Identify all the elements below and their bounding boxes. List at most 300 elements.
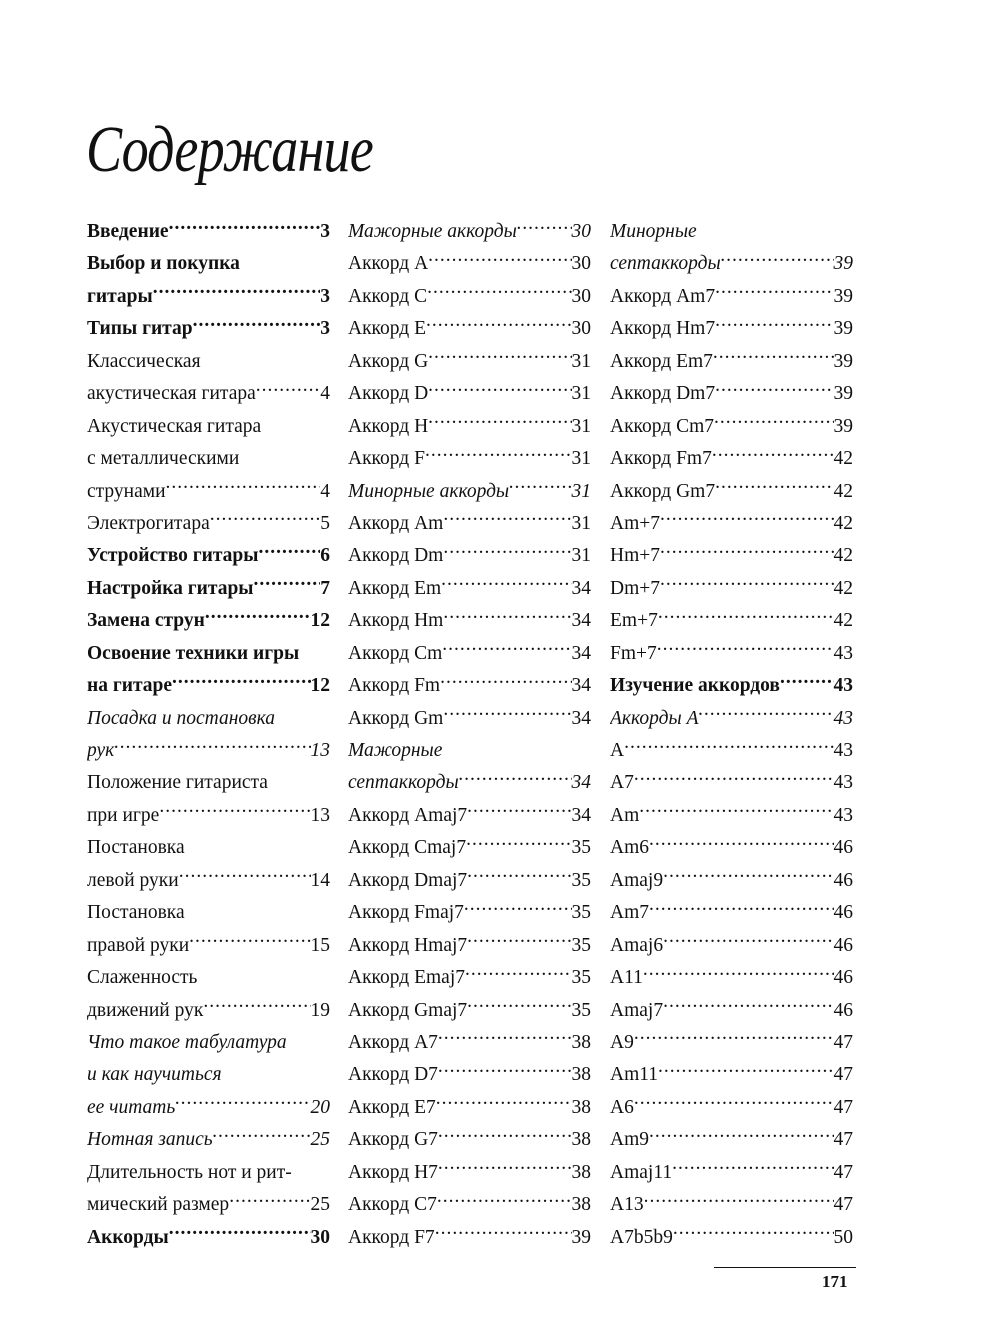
toc-entry-page: 30 (571, 318, 591, 340)
toc-entry (87, 865, 330, 897)
toc-entry-page: 38 (571, 1161, 591, 1183)
toc-dot-leader (438, 1158, 572, 1178)
toc-entry-page: 38 (571, 1129, 591, 1151)
toc-entry-page: 47 (833, 1161, 853, 1183)
toc-entry-title: Изучение аккордов (610, 675, 780, 697)
toc-entry-title: Аккорд G7 (348, 1129, 438, 1151)
toc-entry (348, 1124, 591, 1156)
toc-dot-leader (440, 672, 571, 692)
toc-dot-leader (660, 509, 834, 529)
toc-dot-leader (657, 639, 834, 659)
toc-entry (348, 443, 591, 475)
toc-entry-title: Слаженность (87, 967, 198, 989)
toc-entry-page: 43 (833, 772, 853, 794)
toc-entry-page: 4 (320, 480, 330, 502)
toc-entry-page: 39 (833, 253, 853, 275)
toc-dot-leader (673, 1223, 834, 1243)
toc-entry (610, 767, 853, 799)
toc-entry-title: A7 (610, 772, 634, 794)
toc-dot-leader (153, 282, 321, 302)
toc-entry-title: Аккорд Dm7 (610, 383, 716, 405)
toc-dot-leader (256, 380, 321, 400)
toc-entry-page: 3 (320, 285, 330, 307)
toc-dot-leader (634, 769, 834, 789)
toc-entry (348, 735, 591, 767)
toc-entry-page: 13 (310, 740, 330, 761)
toc-entry-title: Длительность нот и рит- (87, 1161, 292, 1183)
toc-dot-leader (205, 607, 311, 627)
toc-entry (348, 476, 591, 508)
toc-entry-title: Аккорд Cm (348, 642, 443, 664)
toc-dot-leader (259, 542, 321, 562)
toc-entry (348, 540, 591, 572)
toc-entry-title: Аккорд Dm (348, 545, 444, 567)
toc-entry-page: 46 (833, 869, 853, 891)
toc-dot-leader (663, 866, 833, 886)
toc-entry-page: 35 (571, 837, 591, 859)
toc-entry-title: A7b5b9 (610, 1226, 673, 1248)
toc-entry (348, 703, 591, 735)
toc-entry (348, 605, 591, 637)
toc-entry-page: 39 (833, 383, 853, 405)
toc-entry-title: A9 (610, 1031, 634, 1053)
toc-entry-title: Fm+7 (610, 642, 657, 664)
toc-entry (87, 670, 330, 702)
toc-entry (610, 1222, 853, 1254)
toc-entry (348, 378, 591, 410)
toc-entry (610, 1124, 853, 1156)
toc-entry-title: мический размер (87, 1194, 230, 1216)
toc-entry-title: Электрогитара (87, 512, 210, 534)
toc-entry (87, 216, 330, 248)
toc-entry-title: Amaj9 (610, 869, 664, 891)
toc-dot-leader (639, 801, 833, 821)
toc-dot-leader (172, 672, 310, 692)
toc-entry-title: A (610, 740, 625, 761)
toc-dot-leader (441, 574, 571, 594)
toc-entry-page: 12 (310, 675, 330, 697)
toc-entry-page: 47 (833, 1064, 853, 1086)
toc-entry-title: Аккорд Hm7 (610, 318, 716, 340)
toc-dot-leader (712, 445, 834, 465)
toc-entry-page: 19 (310, 999, 330, 1021)
toc-entry-title: Аккорд H7 (348, 1161, 438, 1183)
toc-entry-title: Em+7 (610, 610, 658, 632)
toc-entry-page: 38 (571, 1064, 591, 1086)
toc-entry (87, 897, 330, 929)
toc-entry-page: 3 (320, 318, 330, 340)
toc-dot-leader (437, 1191, 572, 1211)
toc-dot-leader (643, 964, 834, 984)
toc-entry-title: ее читать (87, 1096, 176, 1118)
page-title: Содержание (86, 113, 374, 186)
toc-entry-page: 42 (833, 480, 853, 502)
toc-entry (87, 1189, 330, 1221)
toc-entry (610, 378, 853, 410)
toc-entry-title: Аккорд Am (348, 512, 444, 534)
toc-dot-leader (715, 380, 833, 400)
toc-entry-title: левой руки (87, 869, 179, 891)
toc-entry-page: 31 (571, 480, 591, 502)
toc-entry-title: Аккорд Em7 (610, 350, 713, 372)
toc-dot-leader (715, 315, 833, 335)
toc-entry-page: 14 (310, 869, 330, 891)
toc-entry-page: 4 (320, 383, 330, 405)
toc-entry (348, 865, 591, 897)
toc-entry-title: Аккорд E7 (348, 1096, 436, 1118)
toc-entry-title: Аккорд Gm7 (610, 480, 716, 502)
toc-entry-page: 34 (571, 804, 591, 826)
toc-entry-page: 30 (310, 1226, 330, 1248)
toc-entry (87, 540, 330, 572)
toc-entry-page: 35 (571, 999, 591, 1021)
toc-entry-title: Аккорд D7 (348, 1064, 438, 1086)
toc-entry-title: Постановка (87, 902, 185, 924)
toc-entry-title: Аккорд Cmaj7 (348, 837, 467, 859)
toc-entry (87, 930, 330, 962)
toc-dot-leader (443, 607, 571, 627)
toc-entry (348, 1059, 591, 1091)
toc-entry-page: 39 (833, 415, 853, 437)
toc-entry (348, 930, 591, 962)
toc-entry-title: Аккорд Fm7 (610, 448, 712, 470)
toc-entry-title: Что такое табулатура (87, 1031, 287, 1053)
toc-dot-leader (254, 574, 321, 594)
toc-entry-page: 46 (833, 837, 853, 859)
toc-entry-title: Amaj6 (610, 934, 664, 956)
toc-entry (87, 1092, 330, 1124)
toc-entry-title: Аккорд Em (348, 577, 442, 599)
toc-entry-title: Аккорд Amaj7 (348, 804, 468, 826)
toc-dot-leader (435, 1223, 572, 1243)
toc-entry (87, 508, 330, 540)
toc-entry (348, 767, 591, 799)
toc-entry (87, 378, 330, 410)
toc-entry-title: Аккорд Emaj7 (348, 967, 465, 989)
toc-entry (348, 1092, 591, 1124)
toc-dot-leader (699, 704, 834, 724)
toc-entry (348, 670, 591, 702)
toc-dot-leader (425, 445, 572, 465)
toc-entry (610, 1157, 853, 1189)
toc-entry-title: Нотная запись (87, 1129, 213, 1151)
toc-dot-leader (715, 477, 833, 497)
toc-entry-title: септаккорды (610, 253, 721, 275)
toc-entry (610, 573, 853, 605)
toc-entry (610, 865, 853, 897)
toc-entry-title: Выбор и покупка (87, 253, 240, 275)
toc-entry-title: Аккорд Cm7 (610, 415, 715, 437)
toc-dot-leader (713, 347, 834, 367)
toc-dot-leader (443, 542, 571, 562)
toc-entry (610, 216, 853, 248)
toc-entry-title: Положение гитариста (87, 772, 268, 794)
toc-entry-title: Аккорд Gmaj7 (348, 999, 468, 1021)
toc-dot-leader (663, 931, 833, 951)
toc-entry-title: рук (87, 740, 115, 761)
toc-entry (610, 897, 853, 929)
toc-dot-leader (213, 1126, 311, 1146)
toc-entry (348, 638, 591, 670)
toc-entry (87, 1222, 330, 1254)
toc-entry-page: 43 (833, 642, 853, 664)
toc-entry (610, 313, 853, 345)
toc-entry (87, 832, 330, 864)
toc-entry-page: 13 (310, 804, 330, 826)
toc-dot-leader (467, 866, 571, 886)
toc-entry-title: Настройка гитары (87, 577, 254, 599)
toc-dot-leader (443, 704, 571, 724)
toc-entry-page: 35 (571, 902, 591, 924)
toc-entry-page: 42 (833, 545, 853, 567)
toc-entry (87, 281, 330, 313)
toc-dot-leader (169, 1223, 311, 1243)
toc-entry (348, 1157, 591, 1189)
toc-entry-title: септаккорды (348, 772, 459, 794)
toc-entry (348, 995, 591, 1027)
toc-entry-page: 34 (571, 642, 591, 664)
toc-entry-page: 31 (571, 512, 591, 534)
toc-entry-page: 47 (833, 1129, 853, 1151)
toc-entry-title: с металлическими (87, 448, 240, 470)
toc-entry (348, 573, 591, 605)
toc-entry (610, 248, 853, 280)
toc-dot-leader (624, 737, 833, 757)
toc-entry-title: Аккорд A7 (348, 1031, 438, 1053)
toc-entry-title: Постановка (87, 837, 185, 859)
toc-entry-title: акустическая гитара (87, 383, 256, 405)
toc-entry-page: 34 (571, 675, 591, 697)
toc-entry-page: 38 (571, 1031, 591, 1053)
toc-entry (610, 800, 853, 832)
toc-entry-page: 47 (833, 1096, 853, 1118)
toc-entry-page: 43 (833, 675, 853, 697)
toc-entry-page: 30 (571, 285, 591, 307)
toc-entry-page: 34 (571, 610, 591, 632)
toc-entry-page: 38 (571, 1194, 591, 1216)
toc-entry (610, 476, 853, 508)
toc-entry-page: 12 (310, 610, 330, 632)
toc-entry (87, 1124, 330, 1156)
toc-entry (610, 443, 853, 475)
toc-entry-title: правой руки (87, 934, 190, 956)
toc-dot-leader (443, 509, 571, 529)
toc-dot-leader (179, 866, 311, 886)
toc-entry (87, 1027, 330, 1059)
toc-entry-page: 50 (833, 1226, 853, 1248)
toc-entry-title: Am (610, 804, 640, 826)
toc-entry-page: 35 (571, 869, 591, 891)
toc-dot-leader (438, 1126, 572, 1146)
toc-entry (610, 832, 853, 864)
toc-entry-page: 7 (320, 577, 330, 599)
toc-entry (610, 411, 853, 443)
toc-dot-leader (634, 1028, 834, 1048)
toc-dot-leader (464, 899, 572, 919)
toc-entry-title: движений рук (87, 999, 204, 1021)
toc-entry (348, 346, 591, 378)
toc-dot-leader (649, 834, 834, 854)
toc-entry-page: 31 (571, 350, 591, 372)
toc-entry-title: Минорные (610, 221, 697, 242)
toc-entry (348, 897, 591, 929)
toc-entry-title: Am9 (610, 1129, 649, 1151)
toc-entry (87, 248, 330, 280)
toc-entry (610, 1092, 853, 1124)
toc-entry (610, 1027, 853, 1059)
toc-entry-title: Акустическая гитара (87, 415, 262, 437)
toc-entry-title: Dm+7 (610, 577, 660, 599)
toc-entry-title: Аккорд E (348, 318, 426, 340)
toc-entry-page: 46 (833, 967, 853, 989)
toc-dot-leader (660, 542, 834, 562)
toc-entry (610, 281, 853, 313)
toc-entry-title: гитары (87, 285, 153, 307)
toc-entry-title: Аккорд G (348, 350, 429, 372)
toc-entry (348, 1189, 591, 1221)
toc-dot-leader (663, 996, 833, 1016)
toc-entry-page: 42 (833, 577, 853, 599)
toc-entry-page: 20 (310, 1096, 330, 1118)
toc-entry (87, 443, 330, 475)
toc-entry-title: Аккорд Gm (348, 707, 444, 729)
page-number: 171 (822, 1272, 848, 1291)
toc-entry-page: 39 (833, 350, 853, 372)
toc-dot-leader (438, 1028, 572, 1048)
toc-entry-title: Am6 (610, 837, 649, 859)
toc-entry (348, 411, 591, 443)
toc-entry-title: Аккорды (87, 1226, 169, 1248)
toc-entry-page: 34 (571, 577, 591, 599)
toc-entry-title: на гитаре (87, 675, 173, 697)
toc-entry-title: Hm+7 (610, 545, 660, 567)
toc-dot-leader (436, 1093, 572, 1113)
toc-dot-leader (715, 282, 833, 302)
toc-dot-leader (509, 477, 571, 497)
toc-entry-page: 43 (833, 804, 853, 826)
toc-dot-leader (169, 218, 321, 238)
toc-entry-page: 25 (310, 1194, 330, 1216)
footer-rule (714, 1267, 856, 1268)
toc-entry-title: A6 (610, 1096, 634, 1118)
toc-entry-title: Замена струн (87, 610, 205, 632)
toc-entry-title: Am7 (610, 902, 649, 924)
toc-dot-leader (428, 250, 571, 270)
toc-entry (610, 346, 853, 378)
toc-entry-title: Введение (87, 221, 169, 242)
toc-dot-leader (166, 477, 321, 497)
toc-dot-leader (114, 737, 310, 757)
toc-entry-page: 31 (571, 415, 591, 437)
toc-dot-leader (229, 1191, 310, 1211)
toc-entry-title: Аккорд F (348, 448, 425, 470)
toc-entry-title: Am+7 (610, 512, 660, 534)
toc-dot-leader (189, 931, 310, 951)
toc-entry-page: 35 (571, 967, 591, 989)
toc-entry (348, 508, 591, 540)
toc-dot-leader (428, 380, 571, 400)
toc-entry (610, 1189, 853, 1221)
toc-entry-page: 39 (833, 285, 853, 307)
toc-entry (348, 281, 591, 313)
toc-entry (87, 735, 330, 767)
toc-dot-leader (658, 1061, 833, 1081)
toc-dot-leader (467, 801, 571, 821)
toc-entry (87, 638, 330, 670)
toc-entry (87, 767, 330, 799)
toc-entry-title: и как научиться (87, 1064, 222, 1086)
toc-dot-leader (714, 412, 833, 432)
toc-entry-title: A13 (610, 1194, 644, 1216)
toc-entry-title: Устройство гитары (87, 545, 259, 567)
toc-dot-leader (427, 282, 571, 302)
toc-entry-title: Аккорд Am7 (610, 285, 716, 307)
toc-entry-title: Мажорные (348, 740, 443, 761)
toc-entry-page: 39 (571, 1226, 591, 1248)
toc-entry-title: Amaj7 (610, 999, 664, 1021)
toc-entry-title: Мажорные аккорды (348, 221, 517, 242)
toc-column-2 (348, 216, 591, 1254)
toc-entry (87, 411, 330, 443)
toc-entry (348, 800, 591, 832)
toc-entry (87, 962, 330, 994)
toc-entry-page: 47 (833, 1031, 853, 1053)
toc-entry (610, 605, 853, 637)
toc-entry-page: 5 (320, 512, 330, 534)
toc-dot-leader (466, 834, 571, 854)
toc-entry-page: 38 (571, 1096, 591, 1118)
toc-entry-page: 43 (833, 740, 853, 761)
toc-entry (87, 605, 330, 637)
toc-entry (348, 313, 591, 345)
toc-dot-leader (428, 412, 571, 432)
toc-entry (610, 1059, 853, 1091)
toc-entry-page: 15 (310, 934, 330, 956)
toc-entry (610, 508, 853, 540)
toc-dot-leader (658, 607, 834, 627)
toc-dot-leader (428, 347, 571, 367)
toc-entry (87, 346, 330, 378)
toc-entry-page: 30 (571, 253, 591, 275)
toc-entry-title: Минорные аккорды (348, 480, 510, 502)
toc-column-1 (87, 216, 330, 1254)
toc-entry-page: 34 (571, 772, 591, 794)
toc-entry (348, 248, 591, 280)
toc-entry (348, 832, 591, 864)
toc-dot-leader (467, 931, 571, 951)
toc-dot-leader (465, 964, 572, 984)
toc-entry-title: при игре (87, 804, 160, 826)
toc-dot-leader (672, 1158, 833, 1178)
toc-dot-leader (175, 1093, 310, 1113)
toc-entry-title: Amaj11 (610, 1161, 673, 1183)
toc-entry-title: Классическая (87, 350, 201, 372)
toc-entry-title: Посадка и постановка (87, 707, 275, 729)
toc-entry-page: 46 (833, 902, 853, 924)
toc-dot-leader (517, 218, 572, 238)
toc-dot-leader (644, 1191, 834, 1211)
toc-entry-page: 35 (571, 934, 591, 956)
toc-dot-leader (193, 315, 321, 335)
toc-entry-page: 31 (571, 383, 591, 405)
toc-entry-page: 42 (833, 448, 853, 470)
toc-entry-page: 3 (320, 221, 330, 242)
toc-dot-leader (210, 509, 321, 529)
toc-entry-title: Am11 (610, 1064, 659, 1086)
toc-entry (610, 930, 853, 962)
toc-entry (348, 1027, 591, 1059)
toc-dot-leader (438, 1061, 572, 1081)
